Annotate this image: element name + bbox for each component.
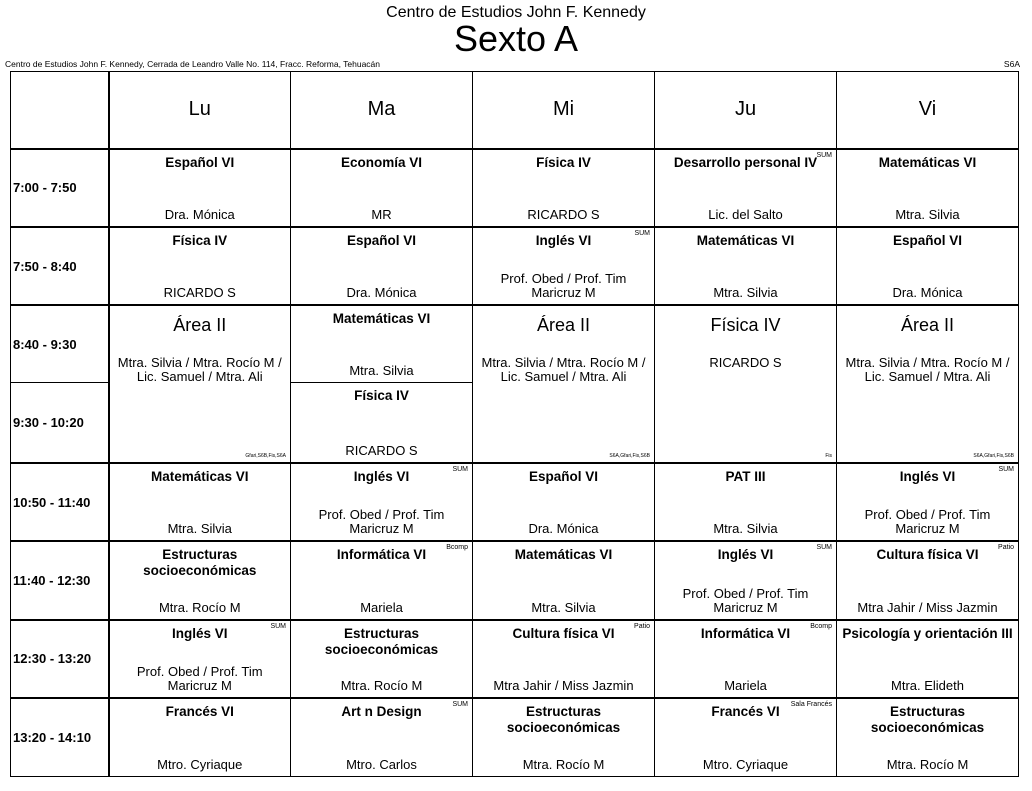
class-cell[interactable] (473, 541, 655, 619)
class-cell[interactable] (291, 383, 473, 463)
class-cell[interactable] (837, 620, 1019, 698)
group-codes: S6A,Gfari,Fis,S6B (973, 453, 1014, 460)
teacher-name: Mtro. Cyriaque (157, 757, 243, 772)
subject-name: Matemáticas VI (332, 311, 431, 327)
room-label: SUM (634, 230, 650, 238)
teacher-name: Dra. Mónica (892, 285, 963, 301)
teacher-name: Prof. Obed / Prof. Tim Maricruz M (682, 585, 809, 615)
class-cell[interactable] (837, 698, 1019, 776)
day-header: Ma (291, 72, 473, 149)
teacher-name: Mtra. Rocío M (886, 757, 969, 772)
class-cell[interactable] (655, 463, 837, 541)
time-slot-label: 11:40 - 12:30 (11, 541, 109, 619)
teacher-name: Mtra Jahir / Miss Jazmin (493, 678, 634, 694)
subject-name: Informática VI (336, 547, 427, 563)
teacher-name: Mtra. Elideth (891, 678, 964, 694)
class-cell[interactable] (109, 541, 291, 619)
class-cell[interactable] (109, 305, 291, 463)
subject-name: Estructuras socioeconómicas (324, 625, 439, 657)
group-code: S6A (1003, 59, 1020, 69)
subject-name: Español VI (892, 233, 963, 249)
teacher-name: Mtra. Silvia / Mtra. Rocío M / Lic. Samuel / Mtra. Ali (117, 355, 282, 385)
group-title: Sexto A (453, 18, 579, 59)
teacher-name: RICARDO S (527, 207, 600, 223)
room-label: Patio (634, 622, 650, 630)
subject-name: Economía VI (340, 154, 423, 170)
class-cell[interactable] (291, 541, 473, 619)
subject-name: Estructuras socioeconómicas (143, 547, 257, 579)
subject-name: Física IV (710, 315, 781, 336)
subject-name: Área II (536, 315, 591, 336)
subject-name: Matemáticas VI (150, 469, 249, 485)
subject-name: Área II (173, 315, 227, 336)
teacher-name: Mtra. Silvia (713, 521, 778, 537)
teacher-name: RICARDO S (345, 443, 418, 459)
teacher-name: Mtra. Silvia (531, 599, 596, 615)
subject-name: Inglés VI (899, 469, 956, 485)
subject-name: Estructuras socioeconómicas (506, 704, 621, 736)
time-slot-label: 9:30 - 10:20 (11, 383, 109, 463)
class-cell[interactable] (655, 305, 837, 463)
subject-name: Estructuras socioeconómicas (870, 704, 985, 736)
room-label: Sala Francés (790, 701, 832, 709)
class-cell[interactable] (291, 227, 473, 305)
subject-name: Español VI (165, 154, 235, 170)
subject-name: Matemáticas VI (514, 547, 613, 563)
class-cell[interactable] (655, 620, 837, 698)
subject-name: Francés VI (165, 704, 234, 720)
subject-name: Francés VI (711, 704, 780, 720)
room-label: SUM (998, 466, 1014, 474)
subject-name: Español VI (528, 469, 599, 485)
class-cell[interactable] (837, 305, 1019, 463)
class-cell[interactable] (291, 620, 473, 698)
class-cell[interactable] (291, 698, 473, 776)
room-label: SUM (816, 544, 832, 552)
class-cell[interactable] (837, 227, 1019, 305)
subject-name: Cultura física VI (876, 547, 979, 563)
subject-name: Inglés VI (171, 625, 228, 641)
room-label: SUM (816, 151, 832, 159)
class-cell[interactable] (837, 463, 1019, 541)
teacher-name: Mtra. Silvia (167, 521, 232, 537)
subject-name: Matemáticas VI (696, 233, 795, 249)
subject-name: Área II (900, 315, 955, 336)
teacher-name: Dra. Mónica (528, 521, 599, 537)
group-codes: S6A,Gfari,Fis,S6B (609, 453, 650, 460)
teacher-name: Mtra. Rocío M (158, 599, 241, 615)
subject-name: Física IV (354, 388, 409, 404)
class-cell[interactable] (109, 227, 291, 305)
class-cell[interactable] (109, 620, 291, 698)
teacher-name: Prof. Obed / Prof. Tim Maricruz M (864, 507, 991, 537)
day-header: Lu (109, 72, 291, 149)
class-cell[interactable] (473, 620, 655, 698)
timetable-grid (10, 71, 1019, 777)
teacher-name: RICARDO S (163, 285, 236, 301)
teacher-name: RICARDO S (709, 355, 782, 371)
class-cell[interactable] (473, 305, 655, 463)
teacher-name: Prof. Obed / Prof. Tim Maricruz M (500, 271, 627, 301)
class-cell[interactable] (291, 149, 473, 227)
teacher-name: Prof. Obed / Prof. Tim Maricruz M (318, 507, 445, 537)
group-codes: Gfari,S6B,Fis,S6A (245, 453, 286, 460)
time-slot-label: 10:50 - 11:40 (11, 463, 109, 541)
class-cell[interactable] (473, 227, 655, 305)
teacher-name: Prof. Obed / Prof. Tim Maricruz M (136, 664, 263, 694)
subject-name: Español VI (346, 233, 417, 249)
class-cell[interactable] (109, 149, 291, 227)
subject-name: Informática VI (700, 625, 791, 641)
teacher-name: Dra. Mónica (346, 285, 417, 301)
class-cell[interactable] (837, 541, 1019, 619)
class-cell[interactable] (109, 463, 291, 541)
teacher-name: Lic. del Salto (708, 207, 783, 223)
day-header: Vi (837, 72, 1019, 149)
room-label: Bcomp (446, 544, 468, 552)
teacher-name: Mtra. Silvia / Mtra. Rocío M / Lic. Samuel / Mtra. Ali (481, 355, 646, 385)
teacher-name: Mtra. Rocío M (522, 757, 605, 772)
subject-name: Matemáticas VI (878, 154, 977, 170)
class-cell[interactable] (473, 149, 655, 227)
subject-name: Cultura física VI (512, 625, 615, 641)
day-header: Mi (473, 72, 655, 149)
time-slot-label: 7:00 - 7:50 (11, 149, 109, 227)
teacher-name: Mtra. Silvia (895, 207, 960, 223)
time-slot-label: 13:20 - 14:10 (11, 698, 109, 776)
subject-name: Inglés VI (717, 547, 774, 563)
subject-name: Física IV (172, 233, 228, 249)
teacher-name: Dra. Mónica (164, 207, 235, 223)
teacher-name: Mtra Jahir / Miss Jazmin (857, 599, 998, 615)
class-cell[interactable] (655, 149, 837, 227)
teacher-name: Mtra. Silvia (713, 285, 778, 301)
class-cell[interactable] (291, 305, 473, 382)
teacher-name: Mtra. Silvia (349, 363, 414, 379)
subject-name: Desarrollo personal IV (673, 154, 818, 170)
subject-name: PAT III (725, 469, 766, 485)
time-slot-label: 8:40 - 9:30 (11, 305, 109, 382)
institution-title: Centro de Estudios John F. Kennedy (386, 4, 646, 21)
class-cell[interactable] (655, 698, 837, 776)
teacher-name: Mtro. Cyriaque (702, 757, 789, 772)
room-label: Bcomp (810, 622, 832, 630)
group-codes: Fis (825, 453, 832, 460)
subject-name: Física IV (536, 154, 591, 170)
class-cell[interactable] (837, 149, 1019, 227)
room-label: SUM (452, 701, 468, 709)
room-label: SUM (452, 466, 468, 474)
day-header: Ju (655, 72, 837, 149)
subject-name: Inglés VI (353, 469, 410, 485)
time-slot-label: 7:50 - 8:40 (11, 227, 109, 305)
class-cell[interactable] (291, 463, 473, 541)
header-corner (11, 72, 109, 149)
class-cell[interactable] (655, 227, 837, 305)
teacher-name: Mtra. Rocío M (340, 678, 423, 694)
teacher-name: Mariela (360, 599, 403, 615)
class-cell[interactable] (473, 698, 655, 776)
teacher-name: Mariela (724, 678, 767, 694)
subject-name: Psicología y orientación III (842, 625, 1013, 641)
room-label: SUM (270, 622, 286, 630)
class-cell[interactable] (473, 463, 655, 541)
time-slot-label: 12:30 - 13:20 (11, 620, 109, 698)
room-label: Patio (998, 544, 1014, 552)
class-cell[interactable] (109, 698, 291, 776)
class-cell[interactable] (655, 541, 837, 619)
institution-address: Centro de Estudios John F. Kennedy, Cerrada de Leandro Valle No. 114, Fracc. Reforma, Tehuacán (5, 59, 381, 69)
subject-name: Art n Design (341, 704, 422, 720)
teacher-name: Mtra. Silvia / Mtra. Rocío M / Lic. Samuel / Mtra. Ali (845, 355, 1010, 385)
teacher-name: MR (371, 207, 392, 223)
teacher-name: Mtro. Carlos (346, 757, 417, 772)
subject-name: Inglés VI (535, 233, 592, 249)
